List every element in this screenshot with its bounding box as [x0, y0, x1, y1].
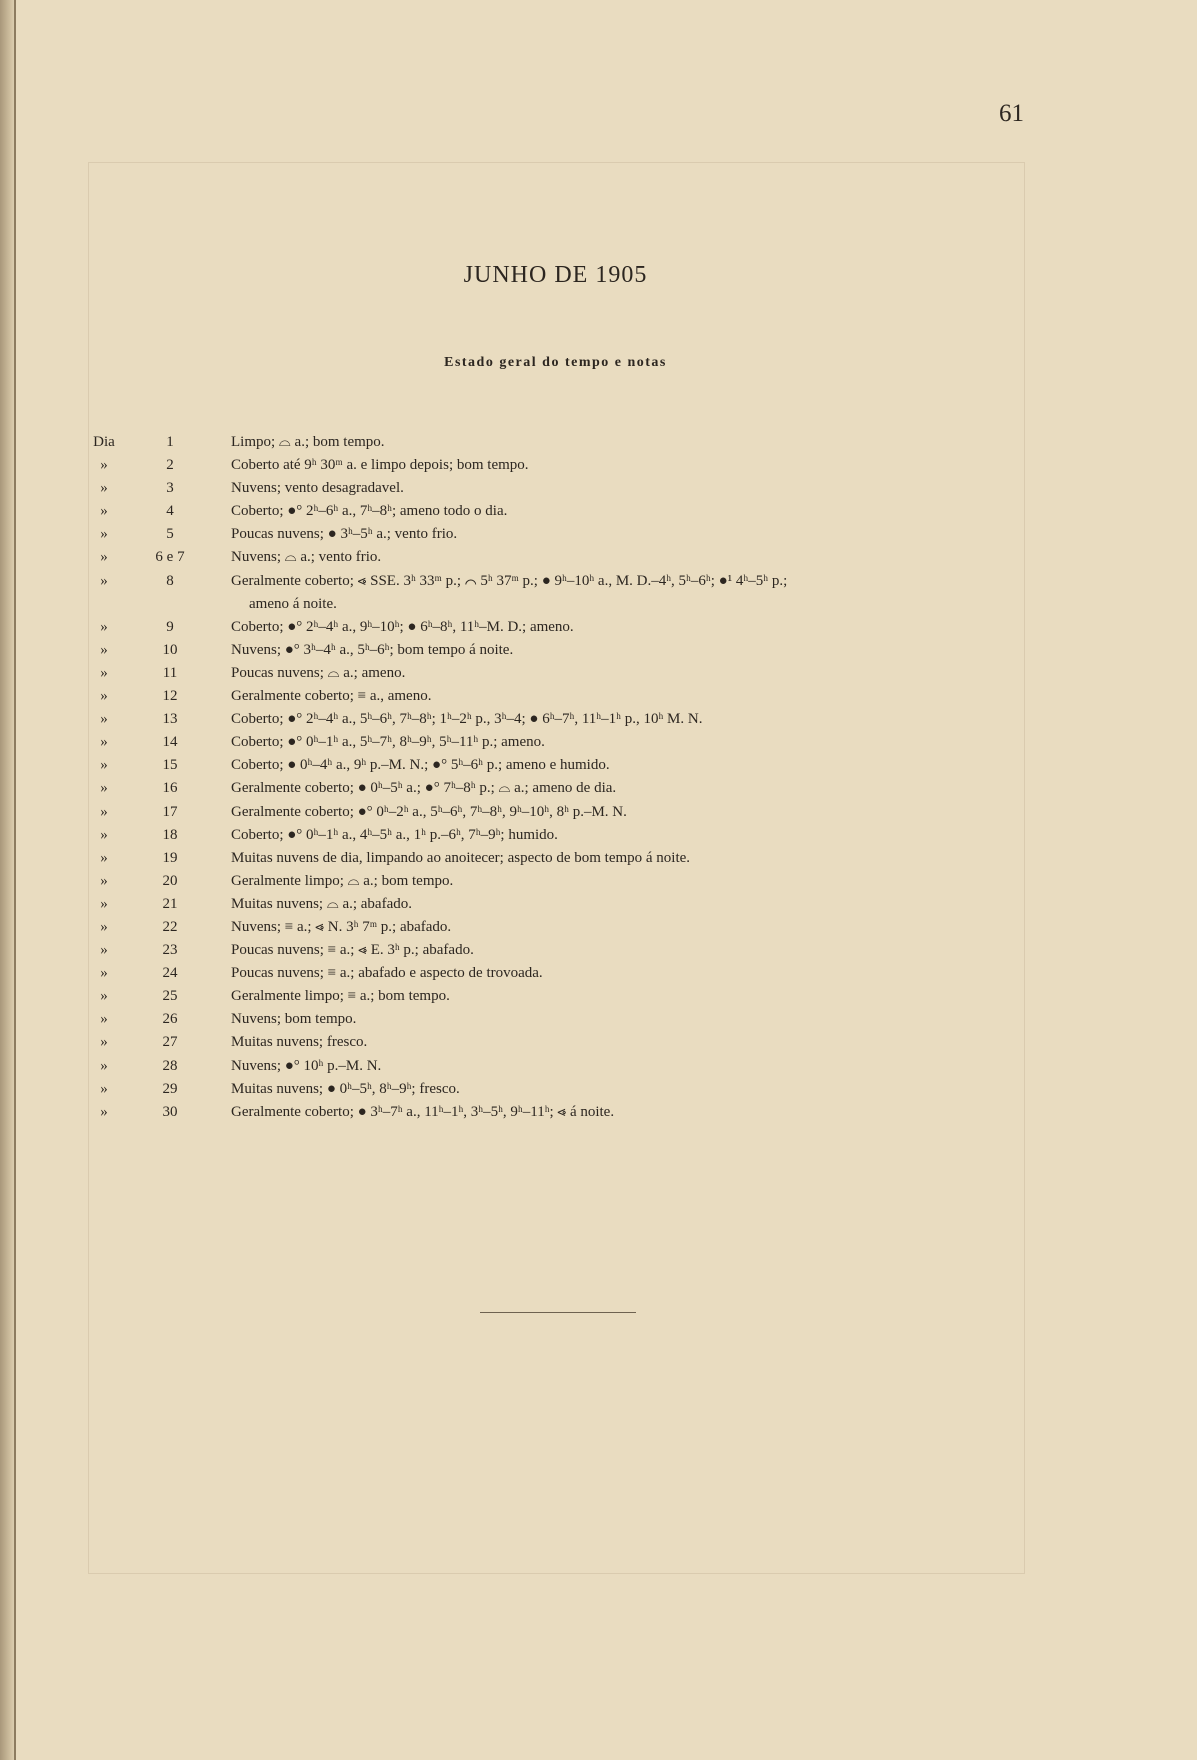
weather-note: [231, 431, 1031, 454]
table-row: [0, 1078, 1197, 1101]
weather-note: [231, 1008, 1031, 1031]
table-row: [0, 962, 1197, 985]
weather-note-text: Nuvens; ●° 3ʰ–4ʰ a., 5ʰ–6ʰ; bom tempo á noite.: [231, 641, 514, 658]
weather-note-text: Geralmente coberto; ● 0ʰ–5ʰ a.; ●° 7ʰ–8ʰ p.; ⌓ a.; ameno de dia.: [231, 780, 617, 797]
table-row: [0, 500, 1197, 523]
weather-note: [231, 708, 1031, 731]
day-number: 6 e 7: [155, 549, 185, 566]
ditto-mark: »: [100, 757, 108, 774]
table-row: [0, 893, 1197, 916]
day-number: 17: [162, 803, 178, 820]
weather-note: [231, 754, 1031, 777]
weather-note: [231, 616, 1031, 639]
day-number: 24: [162, 965, 178, 982]
day-number: 8: [166, 572, 174, 589]
ditto-mark: »: [100, 1057, 108, 1074]
day-number: 4: [166, 503, 174, 520]
weather-note-text: Poucas nuvens; ● 3ʰ–5ʰ a.; vento frio.: [231, 526, 458, 543]
weather-note-text: Muitas nuvens; ● 0ʰ–5ʰ, 8ʰ–9ʰ; fresco.: [231, 1080, 460, 1097]
day-number: 18: [162, 826, 178, 843]
table-row: [0, 777, 1197, 800]
weather-note-text: Nuvens; ●° 10ʰ p.–M. N.: [231, 1057, 382, 1074]
table-row: [0, 824, 1197, 847]
weather-note: [231, 500, 1031, 523]
table-row: [0, 1031, 1197, 1054]
page-number: 61: [999, 100, 1024, 127]
weather-note: [231, 916, 1031, 939]
ditto-mark: »: [100, 965, 108, 982]
weather-note: [231, 685, 1031, 708]
weather-note: [231, 477, 1031, 500]
day-number: 30: [162, 1103, 178, 1120]
table-row: [0, 939, 1197, 962]
day-number: 20: [162, 872, 178, 889]
ditto-mark: »: [100, 480, 108, 497]
weather-note-text: Poucas nuvens; ≡ a.; abafado e aspecto de trovoada.: [231, 965, 543, 982]
weather-note: [231, 824, 1031, 847]
day-number: 27: [162, 1034, 178, 1051]
weather-note: [231, 570, 1031, 616]
table-row: [0, 639, 1197, 662]
weather-note-text: Muitas nuvens; ⌓ a.; abafado.: [231, 895, 412, 912]
weather-note: [231, 801, 1031, 824]
weather-note-text: Geralmente coberto; ≡ a., ameno.: [231, 688, 432, 705]
weather-note: [231, 1078, 1031, 1101]
table-row: [0, 1055, 1197, 1078]
day-number: 3: [166, 480, 174, 497]
table-row: [0, 916, 1197, 939]
day-number: 10: [162, 641, 178, 658]
ditto-mark: »: [100, 780, 108, 797]
weather-note-text: Nuvens; ⌓ a.; vento frio.: [231, 549, 382, 566]
weather-note-text: Nuvens; bom tempo.: [231, 1011, 357, 1028]
table-row: [0, 1008, 1197, 1031]
ditto-mark: »: [100, 503, 108, 520]
day-number: 2: [166, 457, 174, 474]
table-row: [0, 616, 1197, 639]
table-row: [0, 662, 1197, 685]
weather-note: [231, 1031, 1031, 1054]
day-number: 22: [162, 918, 178, 935]
day-number: 21: [162, 895, 178, 912]
day-number: 15: [162, 757, 178, 774]
table-row: [0, 454, 1197, 477]
ditto-mark: »: [100, 895, 108, 912]
weather-note: [231, 1101, 1031, 1124]
table-row: [0, 570, 1197, 616]
table-row: [0, 731, 1197, 754]
weather-note-text: Geralmente limpo; ≡ a.; bom tempo.: [231, 988, 450, 1005]
weather-note: [231, 962, 1031, 985]
weather-note: [231, 639, 1031, 662]
weather-note-text: Nuvens; vento desagradavel.: [231, 480, 404, 497]
ditto-mark: »: [100, 457, 108, 474]
table-row: [0, 1101, 1197, 1124]
weather-note-text: Coberto até 9ʰ 30ᵐ a. e limpo depois; bom tempo.: [231, 457, 529, 474]
weather-note-text: Muitas nuvens; fresco.: [231, 1034, 368, 1051]
weather-note-text: Coberto; ●° 0ʰ–1ʰ a., 4ʰ–5ʰ a., 1ʰ p.–6ʰ, 7ʰ–9ʰ; humido.: [231, 826, 558, 843]
weather-note-continuation: ameno á noite.: [249, 595, 337, 612]
weather-note-text: Geralmente coberto; ●° 0ʰ–2ʰ a., 5ʰ–6ʰ, 7ʰ–8ʰ, 9ʰ–10ʰ, 8ʰ p.–M. N.: [231, 803, 627, 820]
ditto-mark: »: [100, 918, 108, 935]
day-number: 5: [166, 526, 174, 543]
weather-note: [231, 939, 1031, 962]
ditto-mark: »: [100, 572, 108, 589]
ditto-mark: »: [100, 711, 108, 728]
day-number: 14: [162, 734, 178, 751]
ditto-mark: »: [100, 1080, 108, 1097]
table-row: [0, 801, 1197, 824]
ditto-mark: »: [100, 1103, 108, 1120]
ditto-mark: »: [100, 988, 108, 1005]
table-row: [0, 708, 1197, 731]
weather-note: [231, 870, 1031, 893]
day-number: 1: [166, 434, 174, 450]
weather-note: [231, 523, 1031, 546]
ditto-mark: »: [100, 549, 108, 566]
weather-note-text: Coberto; ●° 0ʰ–1ʰ a., 5ʰ–7ʰ, 8ʰ–9ʰ, 5ʰ–11ʰ p.; ameno.: [231, 734, 545, 751]
table-row: [0, 546, 1197, 569]
weather-note-text: Poucas nuvens; ⌓ a.; ameno.: [231, 664, 406, 681]
day-number: 11: [162, 664, 178, 681]
day-number: 13: [162, 711, 178, 728]
weather-note: [231, 847, 1031, 870]
page-title: JUNHO DE 1905: [463, 262, 648, 288]
weather-note-text: Coberto; ●° 2ʰ–4ʰ a., 9ʰ–10ʰ; ● 6ʰ–8ʰ, 11ʰ–M. D.; ameno.: [231, 618, 574, 635]
ditto-mark: »: [100, 688, 108, 705]
ditto-mark: »: [100, 618, 108, 635]
weather-note-text: Muitas nuvens de dia, limpando ao anoitecer; aspecto de bom tempo á noite.: [231, 849, 691, 866]
day-number: 28: [162, 1057, 178, 1074]
ditto-mark: »: [100, 526, 108, 543]
day-number: 9: [166, 618, 174, 635]
ditto-mark: »: [100, 872, 108, 889]
ditto-mark: »: [100, 664, 108, 681]
day-number: 16: [162, 780, 178, 797]
table-row: [0, 431, 1197, 454]
table-row: [0, 685, 1197, 708]
weather-note-text: Coberto; ●° 2ʰ–6ʰ a., 7ʰ–8ʰ; ameno todo o dia.: [231, 503, 508, 520]
weather-note-text: Geralmente limpo; ⌓ a.; bom tempo.: [231, 872, 454, 889]
ditto-mark: »: [100, 641, 108, 658]
weather-note-text: Coberto; ●° 2ʰ–4ʰ a., 5ʰ–6ʰ, 7ʰ–8ʰ; 1ʰ–2ʰ p., 3ʰ–4; ● 6ʰ–7ʰ, 11ʰ–1ʰ p., 10ʰ M. N.: [231, 711, 703, 728]
weather-note: [231, 546, 1031, 569]
weather-note: [231, 777, 1031, 800]
day-number: 26: [162, 1011, 178, 1028]
weather-note: [231, 1055, 1031, 1078]
ditto-mark: »: [100, 942, 108, 959]
closing-rule: [480, 1312, 636, 1313]
table-row: [0, 754, 1197, 777]
weather-note: [231, 731, 1031, 754]
section-subtitle: Estado geral do tempo e notas: [444, 355, 667, 370]
day-number: 12: [162, 688, 178, 705]
ditto-mark: »: [100, 849, 108, 866]
table-row: [0, 847, 1197, 870]
weather-note-text: Limpo; ⌓ a.; bom tempo.: [231, 434, 385, 450]
ditto-mark: »: [100, 734, 108, 751]
day-number: 25: [162, 988, 178, 1005]
day-number: 19: [162, 849, 178, 866]
weather-note-text: Poucas nuvens; ≡ a.; ⩹ E. 3ʰ p.; abafado.: [231, 942, 474, 959]
table-row: [0, 477, 1197, 500]
weather-note-text: Geralmente coberto; ⩹ SSE. 3ʰ 33ᵐ p.; ⌒ 5ʰ 37ᵐ p.; ● 9ʰ–10ʰ a., M. D.–4ʰ, 5ʰ–6ʰ; ●¹ 4ʰ–5ʰ p.;: [231, 572, 788, 589]
day-number: 29: [162, 1080, 178, 1097]
weather-note: [231, 454, 1031, 477]
ditto-mark: »: [100, 1034, 108, 1051]
weather-note: [231, 893, 1031, 916]
ditto-mark: »: [100, 1011, 108, 1028]
weather-notes-table: [0, 431, 1197, 1124]
dia-label: Dia: [93, 434, 115, 450]
weather-note-text: Coberto; ● 0ʰ–4ʰ a., 9ʰ p.–M. N.; ●° 5ʰ–6ʰ p.; ameno e humido.: [231, 757, 610, 774]
ditto-mark: »: [100, 826, 108, 843]
weather-note: [231, 662, 1031, 685]
weather-note: [231, 985, 1031, 1008]
table-row: [0, 870, 1197, 893]
table-row: [0, 523, 1197, 546]
weather-note-text: Geralmente coberto; ● 3ʰ–7ʰ a., 11ʰ–1ʰ, 3ʰ–5ʰ, 9ʰ–11ʰ; ⩹ á noite.: [231, 1103, 615, 1120]
day-number: 23: [162, 942, 178, 959]
table-row: [0, 985, 1197, 1008]
ditto-mark: »: [100, 803, 108, 820]
weather-note-text: Nuvens; ≡ a.; ⩹ N. 3ʰ 7ᵐ p.; abafado.: [231, 918, 452, 935]
